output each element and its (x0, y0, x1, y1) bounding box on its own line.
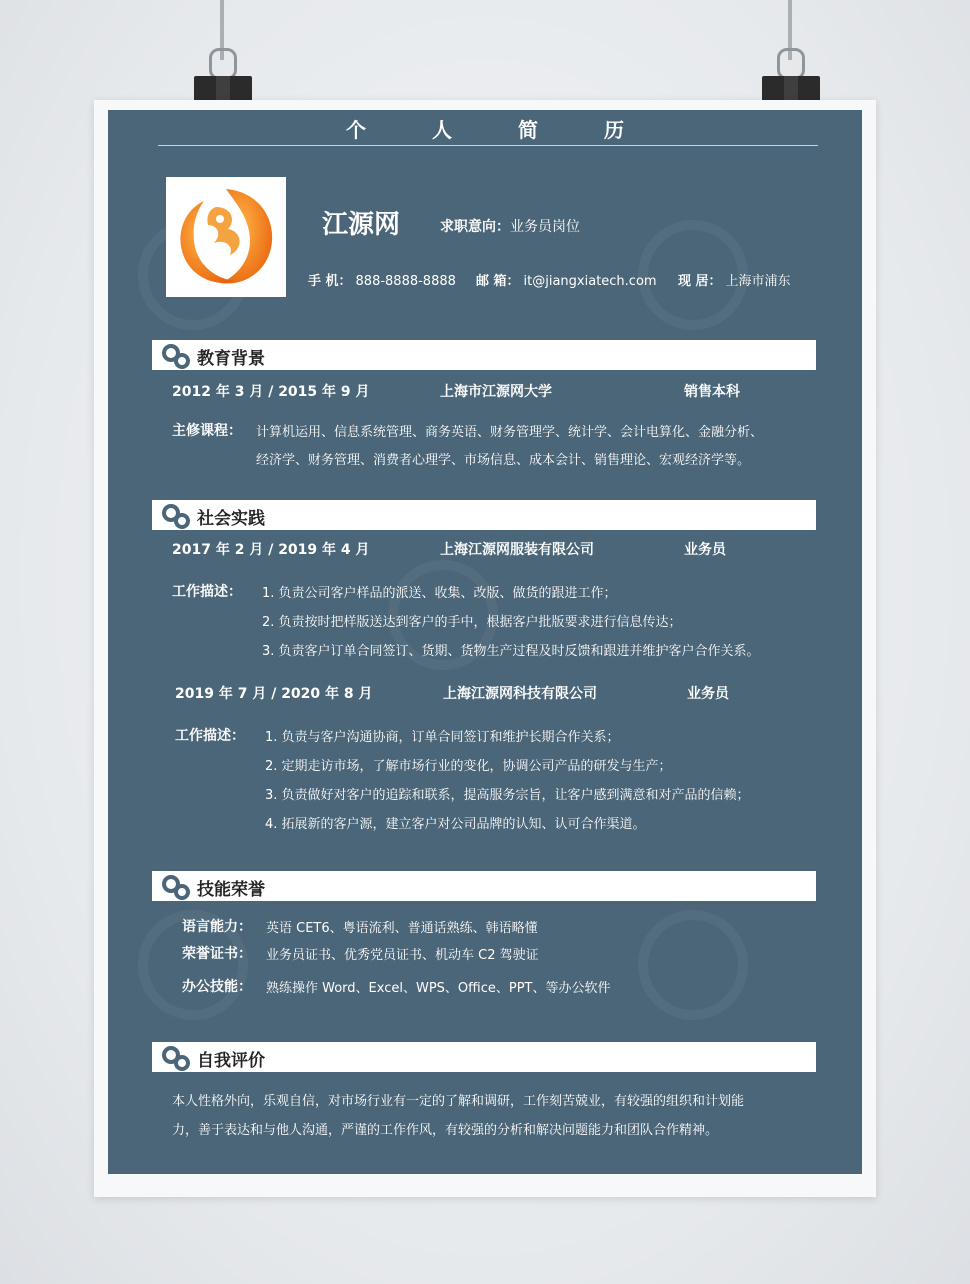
section-heading: 社会实践 (197, 509, 265, 529)
job-desc-label: 工作描述： (172, 584, 242, 600)
candidate-name: 江源网 (322, 210, 401, 240)
job-company: 上海江源网科技有限公司 (443, 686, 597, 702)
courses-line: 经济学、财务管理、消费者心理学、市场信息、成本会计、销售理论、宏观经济学等。 (256, 453, 751, 468)
address-label: 现 居： (678, 274, 722, 289)
self-eval-line: 力，善于表达和与他人沟通，严谨的工作作风，有较强的分析和解决问题能力和团队合作精神。 (172, 1123, 719, 1138)
job-desc-item: 2. 负责按时把样版送达到客户的手中，根据客户批版要求进行信息传达； (262, 615, 682, 630)
job-desc-item: 1. 负责公司客户样品的派送、收集、改版、做货的跟进工作； (262, 586, 617, 601)
double-ring-icon (162, 504, 192, 528)
office-label: 办公技能： (182, 979, 252, 995)
self-eval-line: 本人性格外向，乐观自信，对市场行业有一定的了解和调研，工作刻苦兢业，有较强的组织和计划能 (172, 1094, 745, 1109)
job-period: 2017 年 2 月 / 2019 年 4 月 (172, 542, 370, 558)
job-intent (440, 216, 580, 236)
address-value: 上海市浦东 (725, 274, 791, 289)
avatar (166, 177, 286, 297)
phoenix-logo-icon (170, 181, 282, 293)
job-period: 2019 年 7 月 / 2020 年 8 月 (175, 686, 373, 702)
title-divider (158, 145, 818, 146)
job-role: 业务员 (687, 686, 729, 702)
resume-sheet (108, 110, 862, 1174)
courses-line: 计算机运用、信息系统管理、商务英语、财务管理学、统计学、会计电算化、金融分析、 (256, 425, 764, 440)
edu-period: 2012 年 3 月 / 2015 年 9 月 (172, 384, 370, 400)
job-intent-value: 业务员岗位 (510, 219, 580, 235)
edu-major: 销售本科 (684, 384, 740, 400)
job-desc-item: 2. 定期走访市场，了解市场行业的变化，协调公司产品的研发与生产； (265, 759, 672, 774)
phone-label: 手 机： (308, 274, 352, 289)
double-ring-icon (162, 875, 192, 899)
job-desc-item: 3. 负责客户订单合同签订、货期、货物生产过程及时反馈和跟进并维护客户合作关系。 (262, 644, 760, 659)
section-education (152, 340, 816, 370)
cert-label: 荣誉证书： (182, 946, 252, 962)
job-intent-label: 求职意向： (440, 219, 510, 235)
page-title: 个人简历 (346, 118, 690, 142)
section-heading: 自我评价 (197, 1051, 265, 1071)
language-value: 英语 CET6、粤语流利、普通话熟练、韩语略懂 (266, 921, 538, 936)
section-heading: 教育背景 (197, 349, 265, 369)
email (476, 270, 657, 289)
phone (308, 270, 456, 289)
job-desc-item: 4. 拓展新的客户源，建立客户对公司品牌的认知、认可合作渠道。 (265, 817, 646, 832)
section-heading: 技能荣誉 (197, 880, 265, 900)
courses-label: 主修课程： (172, 423, 242, 439)
double-ring-icon (162, 344, 192, 368)
job-desc-item: 1. 负责与客户沟通协商，订单合同签订和维护长期合作关系； (265, 730, 620, 745)
double-ring-icon (162, 1046, 192, 1070)
address (678, 270, 791, 289)
job-role: 业务员 (684, 542, 726, 558)
phone-value: 888-8888-8888 (355, 274, 456, 289)
email-value: it@jiangxiatech.com (523, 274, 657, 289)
email-label: 邮 箱： (476, 274, 520, 289)
language-label: 语言能力： (182, 919, 252, 935)
cert-value: 业务员证书、优秀党员证书、机动车 C2 驾驶证 (266, 948, 539, 963)
job-desc-label: 工作描述： (175, 728, 245, 744)
watermark (638, 910, 748, 1020)
job-desc-item: 3. 负责做好对客户的追踪和联系，提高服务宗旨，让客户感到满意和对产品的信赖； (265, 788, 750, 803)
section-skills (152, 871, 816, 901)
office-value: 熟练操作 Word、Excel、WPS、Office、PPT、等办公软件 (266, 981, 611, 996)
job-company: 上海江源网服装有限公司 (440, 542, 594, 558)
edu-school: 上海市江源网大学 (440, 384, 552, 400)
section-practice (152, 500, 816, 530)
section-self-eval (152, 1042, 816, 1072)
